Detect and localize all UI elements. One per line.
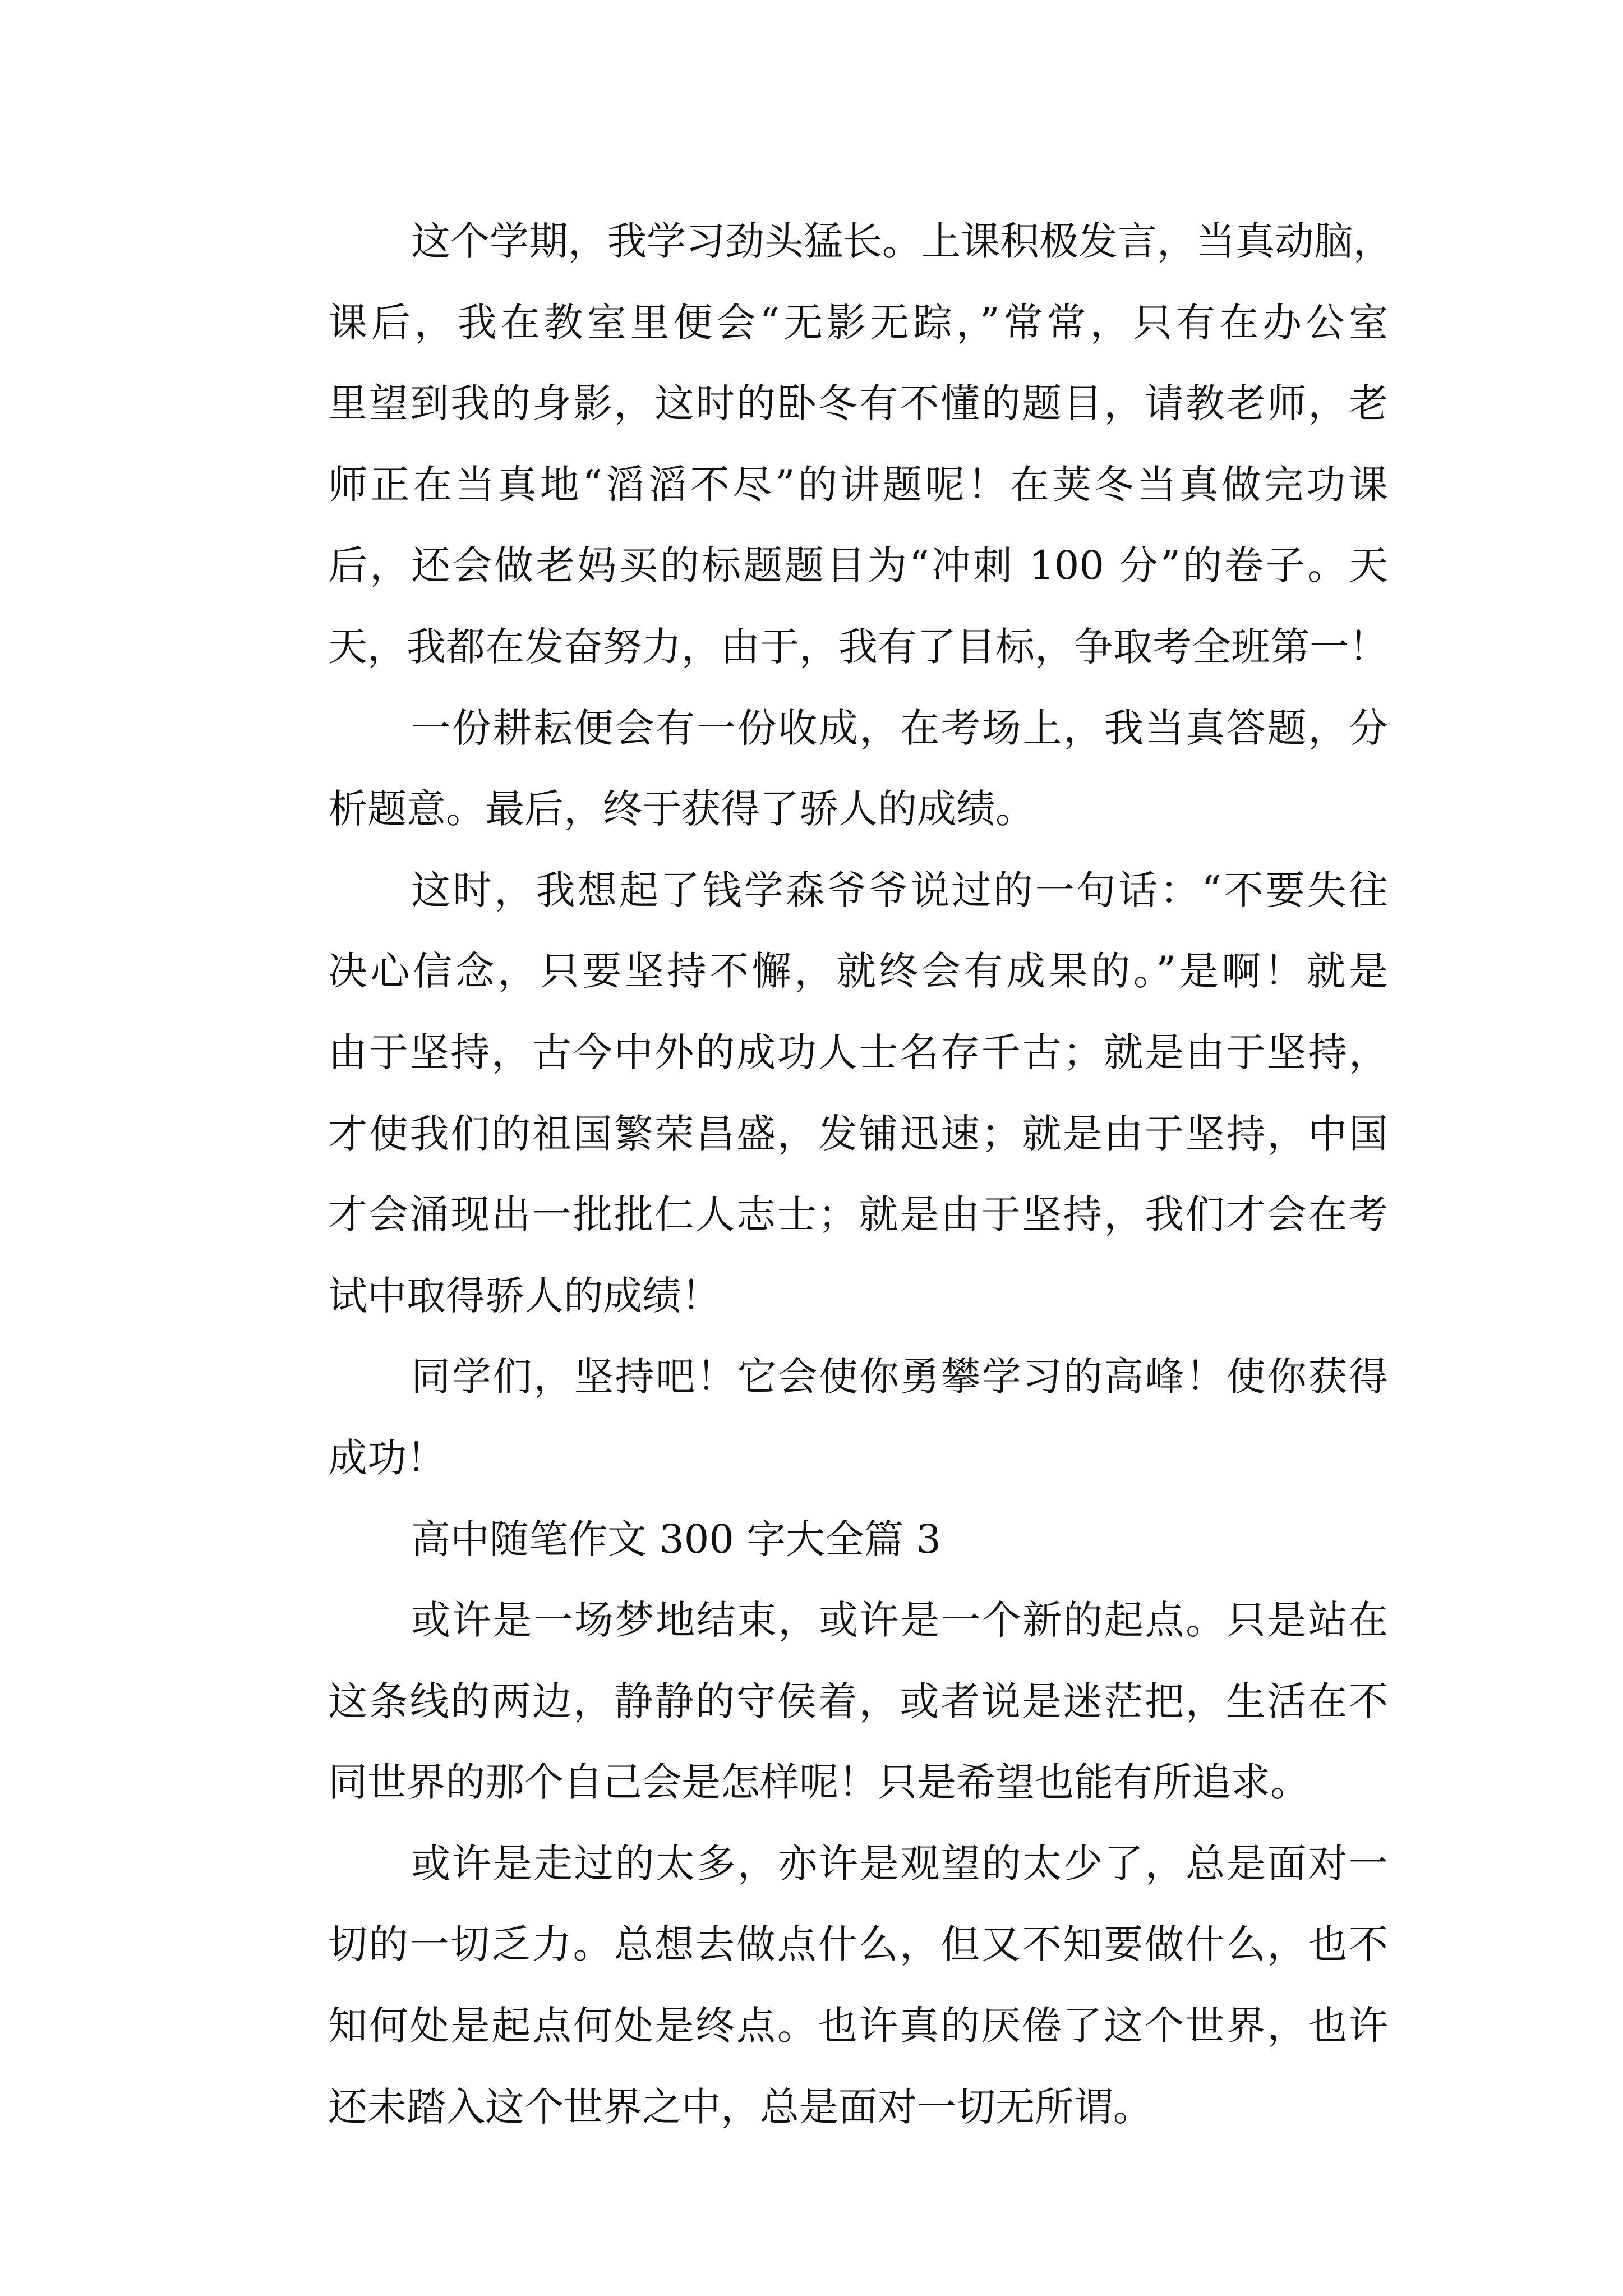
text-line: 这条线的两边，静静的守侯着，或者说是迷茫把，生活在不 bbox=[328, 1678, 1388, 1724]
paragraph-1 bbox=[250, 201, 1393, 688]
text-line: 析题意。最后，终于获得了骄人的成绩。 bbox=[328, 786, 1035, 832]
text-line: 切的一切乏力。总想去做点什么，但又不知要做什么，也不 bbox=[328, 1921, 1388, 1968]
text-line: 或许是走过的太多，亦许是观望的太少了，总是面对一 bbox=[411, 1840, 1388, 1887]
section-heading-text: 高中随笔作文 300 字大全篇 3 bbox=[411, 1516, 941, 1562]
section-heading bbox=[250, 1499, 1388, 1580]
text-line: 师正在当真地“滔滔不尽”的讲题呢！在荚冬当真做完功课 bbox=[328, 461, 1388, 508]
text-line: 同学们，坚持吧！它会使你勇攀学习的高峰！使你获得 bbox=[411, 1354, 1388, 1400]
text-line: 一份耕耘便会有一份收成，在考场上，我当真答题，分 bbox=[411, 705, 1388, 751]
text-line: 这个学期，我学习劲头猛长。上课积极发言，当真动脑， bbox=[411, 218, 1393, 264]
text-line: 知何处是起点何处是终点。也许真的厌倦了这个世界，也许 bbox=[328, 2003, 1388, 2049]
text-line: 后，还会做老妈买的标题题目为“冲刺 100 分”的卷子。天 bbox=[328, 542, 1388, 589]
text-line: 这时，我想起了钱学森爷爷说过的一句话：“不要失往 bbox=[411, 867, 1388, 913]
text-line: 课后，我在教室里便会“无影无踪，”常常，只有在办公室 bbox=[328, 299, 1388, 346]
text-line: 还未踏入这个世界之中，总是面对一切无所谓。 bbox=[328, 2083, 1152, 2130]
paragraph-3 bbox=[250, 850, 1388, 1337]
paragraph-4 bbox=[250, 1336, 1388, 1498]
text-line: 里望到我的身影，这时的卧冬有不懂的题目，请教老师，老 bbox=[328, 380, 1388, 427]
text-line: 才使我们的祖国繁荣昌盛，发铺迅速；就是由于坚持，中国 bbox=[328, 1110, 1388, 1157]
paragraph-2 bbox=[250, 688, 1388, 850]
document-body bbox=[250, 201, 1393, 2147]
text-line: 试中取得骄人的成绩！ bbox=[328, 1272, 721, 1319]
paragraph-6 bbox=[250, 1823, 1388, 2147]
text-line: 同世界的那个自己会是怎样呢！只是希望也能有所追求。 bbox=[328, 1759, 1310, 1806]
text-line: 决心信念，只要坚持不懈，就终会有成果的。”是啊！就是 bbox=[328, 948, 1388, 995]
text-line: 或许是一场梦地结束，或许是一个新的起点。只是站在 bbox=[411, 1597, 1388, 1644]
text-line: 成功！ bbox=[328, 1434, 446, 1481]
text-line: 由于坚持，古今中外的成功人士名存千古；就是由于坚持， bbox=[328, 1029, 1388, 1075]
text-line: 才会涌现出一批批仁人志士；就是由于坚持，我们才会在考 bbox=[328, 1191, 1388, 1238]
paragraph-5 bbox=[250, 1580, 1388, 1823]
text-line: 天，我都在发奋努力，由于，我有了目标，争取考全班第一！ bbox=[328, 623, 1388, 670]
